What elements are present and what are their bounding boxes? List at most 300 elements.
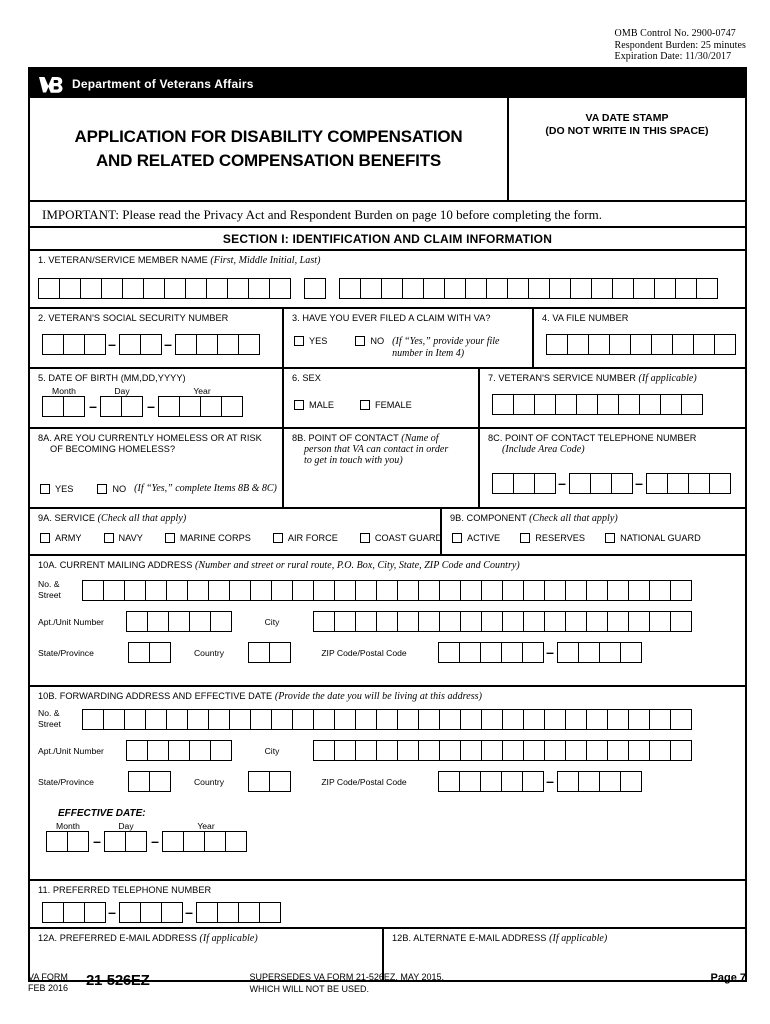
mailing-state-comb[interactable]	[128, 642, 170, 663]
eff-month-label: Month	[56, 821, 80, 831]
item-8a-no-checkbox[interactable]: NO	[97, 484, 126, 494]
input-box[interactable]	[480, 771, 502, 792]
dob-month-comb[interactable]	[42, 396, 86, 417]
input-box[interactable]	[649, 740, 671, 761]
checkbox-option[interactable]	[452, 533, 500, 543]
input-box[interactable]	[42, 902, 64, 923]
input-box[interactable]	[544, 709, 566, 730]
input-box[interactable]	[586, 611, 608, 632]
input-box[interactable]	[59, 278, 81, 299]
dob-year-comb[interactable]	[158, 396, 246, 417]
input-box[interactable]	[670, 580, 692, 601]
item-6-male-checkbox[interactable]: MALE	[294, 400, 334, 410]
item-9a-label: 9A. SERVICE (Check all that apply)	[38, 513, 187, 524]
input-box[interactable]	[313, 740, 335, 761]
input-box[interactable]	[513, 473, 535, 494]
comb-group	[557, 771, 641, 792]
item-10b-label: 10B. FORWARDING ADDRESS AND EFFECTIVE DATE (Provide the date you will be living at this address)	[38, 691, 482, 702]
input-box[interactable]	[63, 396, 85, 417]
input-box[interactable]	[459, 771, 481, 792]
input-box[interactable]	[206, 278, 228, 299]
input-box[interactable]	[124, 580, 146, 601]
input-box[interactable]	[161, 902, 183, 923]
item-3-no-checkbox[interactable]: NO	[355, 336, 384, 346]
input-box[interactable]	[523, 709, 545, 730]
effective-month-comb[interactable]	[46, 831, 90, 852]
input-box[interactable]	[204, 831, 226, 852]
input-box[interactable]	[607, 709, 629, 730]
effective-year-comb[interactable]	[162, 831, 250, 852]
input-box[interactable]	[588, 334, 610, 355]
input-box[interactable]	[63, 902, 85, 923]
input-box[interactable]	[84, 334, 106, 355]
form-body	[28, 67, 747, 982]
input-box[interactable]	[225, 831, 247, 852]
input-box[interactable]	[84, 902, 106, 923]
item-6-sex	[284, 369, 480, 427]
input-box[interactable]	[355, 580, 377, 601]
mailing-country-comb[interactable]	[248, 642, 290, 663]
first-name-comb[interactable]	[38, 278, 290, 299]
input-box[interactable]	[145, 580, 167, 601]
input-box[interactable]	[147, 611, 169, 632]
input-box[interactable]	[168, 611, 190, 632]
dob-month-label: Month	[52, 386, 76, 396]
input-box[interactable]	[248, 278, 270, 299]
item-10b-apt-label: Apt./Unit Number	[38, 745, 104, 756]
input-box[interactable]	[250, 709, 272, 730]
input-box[interactable]	[189, 740, 211, 761]
eff-year-label: Year	[197, 821, 215, 831]
input-box[interactable]	[628, 740, 650, 761]
input-box[interactable]	[185, 278, 207, 299]
input-box[interactable]	[196, 334, 218, 355]
input-box[interactable]	[481, 709, 503, 730]
forwarding-country-comb[interactable]	[248, 771, 290, 792]
input-box[interactable]	[681, 394, 703, 415]
forwarding-city-comb[interactable]	[313, 740, 691, 761]
omb-control: OMB Control No. 2900-0747	[614, 28, 736, 39]
input-box[interactable]	[502, 611, 524, 632]
input-box[interactable]	[667, 473, 689, 494]
input-box[interactable]	[229, 709, 251, 730]
input-box[interactable]	[145, 709, 167, 730]
input-box[interactable]	[438, 642, 460, 663]
forwarding-street-comb[interactable]	[82, 709, 691, 730]
ssn-comb[interactable]	[42, 334, 282, 355]
input-box[interactable]	[544, 580, 566, 601]
input-box[interactable]	[528, 278, 550, 299]
input-box[interactable]	[439, 611, 461, 632]
input-box[interactable]	[586, 580, 608, 601]
input-box[interactable]	[128, 642, 150, 663]
input-box[interactable]	[179, 396, 201, 417]
input-box[interactable]	[502, 580, 524, 601]
input-box[interactable]	[122, 278, 144, 299]
comb-group	[42, 334, 105, 355]
input-box[interactable]	[628, 611, 650, 632]
input-box[interactable]	[183, 831, 205, 852]
input-box[interactable]	[376, 740, 398, 761]
item-1-name	[30, 251, 745, 309]
separator-dash: –	[546, 773, 554, 789]
separator-dash: –	[635, 475, 643, 491]
input-box[interactable]	[649, 580, 671, 601]
comb-group	[175, 334, 259, 355]
input-box[interactable]	[42, 334, 64, 355]
dob-year-label: Year	[193, 386, 211, 396]
input-box[interactable]	[334, 611, 356, 632]
input-box[interactable]	[523, 611, 545, 632]
checkbox-icon	[452, 533, 462, 543]
input-box[interactable]	[522, 771, 544, 792]
input-box[interactable]	[639, 394, 661, 415]
input-box[interactable]	[492, 394, 514, 415]
dob-day-comb[interactable]	[100, 396, 144, 417]
checkbox-option[interactable]	[273, 533, 338, 543]
input-box[interactable]	[227, 278, 249, 299]
input-box[interactable]	[313, 709, 335, 730]
input-box[interactable]	[63, 334, 85, 355]
input-box[interactable]	[313, 580, 335, 601]
input-box[interactable]	[714, 334, 736, 355]
input-box[interactable]	[158, 396, 180, 417]
input-box[interactable]	[492, 473, 514, 494]
input-box[interactable]	[162, 831, 184, 852]
input-box[interactable]	[578, 642, 600, 663]
input-box[interactable]	[121, 396, 143, 417]
input-box[interactable]	[439, 709, 461, 730]
input-box[interactable]	[397, 740, 419, 761]
input-box[interactable]	[591, 278, 613, 299]
input-box[interactable]	[480, 642, 502, 663]
input-box[interactable]	[376, 611, 398, 632]
item-9b-options	[452, 533, 745, 543]
item-8b-point-of-contact[interactable]	[284, 429, 480, 507]
input-box[interactable]	[313, 611, 335, 632]
input-box[interactable]	[709, 473, 731, 494]
input-box[interactable]	[507, 278, 529, 299]
input-box[interactable]	[304, 278, 326, 299]
checkbox-option[interactable]	[605, 533, 701, 543]
input-box[interactable]	[649, 611, 671, 632]
input-box[interactable]	[513, 394, 535, 415]
comb-group	[42, 902, 105, 923]
input-box[interactable]	[292, 709, 314, 730]
item-6-female-checkbox[interactable]: FEMALE	[360, 400, 412, 410]
input-box[interactable]	[376, 580, 398, 601]
input-box[interactable]	[166, 709, 188, 730]
input-box[interactable]	[38, 278, 60, 299]
input-box[interactable]	[149, 771, 171, 792]
input-box[interactable]	[557, 771, 579, 792]
input-box[interactable]	[654, 278, 676, 299]
input-box[interactable]	[355, 611, 377, 632]
input-box[interactable]	[628, 709, 650, 730]
input-box[interactable]	[418, 580, 440, 601]
input-box[interactable]	[557, 642, 579, 663]
input-box[interactable]	[217, 902, 239, 923]
checkbox-label: RESERVES	[535, 533, 586, 543]
input-box[interactable]	[126, 611, 148, 632]
input-box[interactable]	[376, 709, 398, 730]
input-box[interactable]	[620, 771, 642, 792]
input-box[interactable]	[565, 709, 587, 730]
input-box[interactable]	[221, 396, 243, 417]
input-box[interactable]	[269, 278, 291, 299]
checkbox-option[interactable]	[360, 533, 442, 543]
input-box[interactable]	[439, 740, 461, 761]
input-box[interactable]	[124, 709, 146, 730]
input-box[interactable]	[570, 278, 592, 299]
mailing-apt-comb[interactable]	[126, 611, 231, 632]
effective-day-comb[interactable]	[104, 831, 148, 852]
input-box[interactable]	[339, 278, 361, 299]
dob-day-label: Day	[114, 386, 130, 396]
input-box[interactable]	[271, 580, 293, 601]
forwarding-state-comb[interactable]	[128, 771, 170, 792]
input-box[interactable]	[418, 740, 440, 761]
input-box[interactable]	[549, 278, 571, 299]
input-box[interactable]	[502, 709, 524, 730]
input-box[interactable]	[175, 334, 197, 355]
input-box[interactable]	[125, 831, 147, 852]
input-box[interactable]	[523, 580, 545, 601]
input-box[interactable]	[670, 740, 692, 761]
input-box[interactable]	[501, 771, 523, 792]
input-box[interactable]	[618, 394, 640, 415]
input-box[interactable]	[82, 709, 104, 730]
input-box[interactable]	[103, 580, 125, 601]
input-box[interactable]	[147, 740, 169, 761]
input-box[interactable]	[523, 740, 545, 761]
input-box[interactable]	[423, 278, 445, 299]
input-box[interactable]	[481, 740, 503, 761]
item-11-preferred-phone	[30, 881, 745, 929]
preferred-phone-comb[interactable]	[42, 902, 745, 923]
mailing-zip-comb[interactable]	[438, 642, 641, 663]
input-box[interactable]	[128, 771, 150, 792]
input-box[interactable]	[590, 473, 612, 494]
service-number-comb[interactable]	[492, 394, 745, 415]
input-box[interactable]	[140, 334, 162, 355]
input-box[interactable]	[397, 611, 419, 632]
input-box[interactable]	[544, 611, 566, 632]
input-box[interactable]	[522, 642, 544, 663]
item-8b-label: 8B. POINT OF CONTACT (Name of person that VA can contact in order to get in touch with you)	[292, 433, 449, 466]
item-5-dob	[30, 369, 284, 427]
eff-sep-2: –	[151, 833, 159, 849]
input-box[interactable]	[397, 580, 419, 601]
input-box[interactable]	[693, 334, 715, 355]
input-box[interactable]	[187, 709, 209, 730]
input-box[interactable]	[599, 642, 621, 663]
input-box[interactable]	[628, 580, 650, 601]
input-box[interactable]	[164, 278, 186, 299]
input-box[interactable]	[101, 278, 123, 299]
input-box[interactable]	[402, 278, 424, 299]
input-box[interactable]	[82, 580, 104, 601]
input-box[interactable]	[334, 580, 356, 601]
forwarding-apt-comb[interactable]	[126, 740, 231, 761]
input-box[interactable]	[360, 278, 382, 299]
input-box[interactable]	[355, 740, 377, 761]
input-box[interactable]	[418, 611, 440, 632]
input-box[interactable]	[119, 334, 141, 355]
input-box[interactable]	[418, 709, 440, 730]
input-box[interactable]	[238, 334, 260, 355]
input-box[interactable]	[651, 334, 673, 355]
input-box[interactable]	[460, 709, 482, 730]
input-box[interactable]	[271, 709, 293, 730]
input-box[interactable]	[460, 580, 482, 601]
input-box[interactable]	[210, 611, 232, 632]
va-file-number-comb[interactable]	[546, 334, 745, 355]
item-10a-country-label: Country	[193, 647, 225, 658]
input-box[interactable]	[166, 580, 188, 601]
input-box[interactable]	[248, 642, 270, 663]
input-box[interactable]	[168, 740, 190, 761]
input-box[interactable]	[578, 771, 600, 792]
input-box[interactable]	[611, 473, 633, 494]
input-box[interactable]	[481, 611, 503, 632]
input-box[interactable]	[42, 396, 64, 417]
checkbox-label: ARMY	[55, 533, 82, 543]
input-box[interactable]	[103, 709, 125, 730]
input-box[interactable]	[565, 611, 587, 632]
date-stamp-line2: (DO NOT WRITE IN THIS SPACE)	[545, 125, 709, 137]
input-box[interactable]	[565, 580, 587, 601]
input-box[interactable]	[46, 831, 68, 852]
item-3-note: (If “Yes,” provide your file number in Item 4)	[392, 336, 500, 359]
input-box[interactable]	[208, 709, 230, 730]
input-box[interactable]	[334, 709, 356, 730]
input-box[interactable]	[607, 580, 629, 601]
input-box[interactable]	[646, 473, 668, 494]
input-box[interactable]	[569, 473, 591, 494]
item-2-ssn	[30, 309, 284, 367]
input-box[interactable]	[217, 334, 239, 355]
va-logo-icon	[38, 75, 64, 93]
mailing-street-comb[interactable]	[82, 580, 691, 601]
input-box[interactable]	[465, 278, 487, 299]
last-name-comb[interactable]	[339, 278, 717, 299]
input-box[interactable]	[633, 278, 655, 299]
input-box[interactable]	[555, 394, 577, 415]
checkbox-option[interactable]	[104, 533, 143, 543]
section-i-header: SECTION I: IDENTIFICATION AND CLAIM INFORMATION	[30, 228, 745, 251]
input-box[interactable]	[238, 902, 260, 923]
input-box[interactable]	[670, 709, 692, 730]
input-box[interactable]	[649, 709, 671, 730]
input-box[interactable]	[672, 334, 694, 355]
input-box[interactable]	[675, 278, 697, 299]
input-box[interactable]	[565, 740, 587, 761]
item-3-yes-checkbox[interactable]: YES	[294, 336, 327, 346]
input-box[interactable]	[104, 831, 126, 852]
input-box[interactable]	[612, 278, 634, 299]
input-box[interactable]	[126, 740, 148, 761]
input-box[interactable]	[397, 709, 419, 730]
input-box[interactable]	[460, 611, 482, 632]
input-box[interactable]	[502, 740, 524, 761]
input-box[interactable]	[586, 709, 608, 730]
input-box[interactable]	[196, 902, 218, 923]
input-box[interactable]	[119, 902, 141, 923]
input-box[interactable]	[688, 473, 710, 494]
input-box[interactable]	[269, 771, 291, 792]
input-box[interactable]	[534, 394, 556, 415]
item-5-label: 5. DATE OF BIRTH (MM,DD,YYYY)	[38, 373, 186, 383]
input-box[interactable]	[143, 278, 165, 299]
input-box[interactable]	[567, 334, 589, 355]
input-box[interactable]	[210, 740, 232, 761]
input-box[interactable]	[100, 396, 122, 417]
input-box[interactable]	[620, 642, 642, 663]
input-box[interactable]	[607, 740, 629, 761]
input-box[interactable]	[334, 740, 356, 761]
input-box[interactable]	[381, 278, 403, 299]
input-box[interactable]	[292, 580, 314, 601]
input-box[interactable]	[486, 278, 508, 299]
input-box[interactable]	[544, 740, 566, 761]
input-box[interactable]	[481, 580, 503, 601]
input-box[interactable]	[459, 642, 481, 663]
input-box[interactable]	[80, 278, 102, 299]
input-box[interactable]	[200, 396, 222, 417]
input-box[interactable]	[250, 580, 272, 601]
item-12a-label: 12A. PREFERRED E-MAIL ADDRESS (If applicable)	[38, 933, 258, 944]
input-box[interactable]	[208, 580, 230, 601]
input-box[interactable]	[609, 334, 631, 355]
input-box[interactable]	[444, 278, 466, 299]
input-box[interactable]	[597, 394, 619, 415]
input-box[interactable]	[630, 334, 652, 355]
input-box[interactable]	[599, 771, 621, 792]
input-box[interactable]	[586, 740, 608, 761]
input-box[interactable]	[187, 580, 209, 601]
middle-initial-comb[interactable]	[304, 278, 325, 299]
poc-phone-comb[interactable]	[492, 473, 745, 494]
input-box[interactable]	[607, 611, 629, 632]
input-box[interactable]	[460, 740, 482, 761]
mailing-city-comb[interactable]	[313, 611, 691, 632]
checkbox-option[interactable]	[165, 533, 251, 543]
checkbox-option[interactable]	[520, 533, 585, 543]
input-box[interactable]	[149, 642, 171, 663]
input-box[interactable]	[269, 642, 291, 663]
input-box[interactable]	[355, 709, 377, 730]
input-box[interactable]	[67, 831, 89, 852]
input-box[interactable]	[439, 580, 461, 601]
input-box[interactable]	[576, 394, 598, 415]
input-box[interactable]	[501, 642, 523, 663]
input-box[interactable]	[259, 902, 281, 923]
input-box[interactable]	[189, 611, 211, 632]
input-box[interactable]	[660, 394, 682, 415]
input-box[interactable]	[696, 278, 718, 299]
input-box[interactable]	[248, 771, 270, 792]
input-box[interactable]	[670, 611, 692, 632]
checkbox-option[interactable]	[40, 533, 82, 543]
input-box[interactable]	[534, 473, 556, 494]
input-box[interactable]	[438, 771, 460, 792]
input-box[interactable]	[140, 902, 162, 923]
item-8a-yes-checkbox[interactable]: YES	[40, 484, 73, 494]
input-box[interactable]	[546, 334, 568, 355]
input-box[interactable]	[229, 580, 251, 601]
forwarding-zip-comb[interactable]	[438, 771, 641, 792]
